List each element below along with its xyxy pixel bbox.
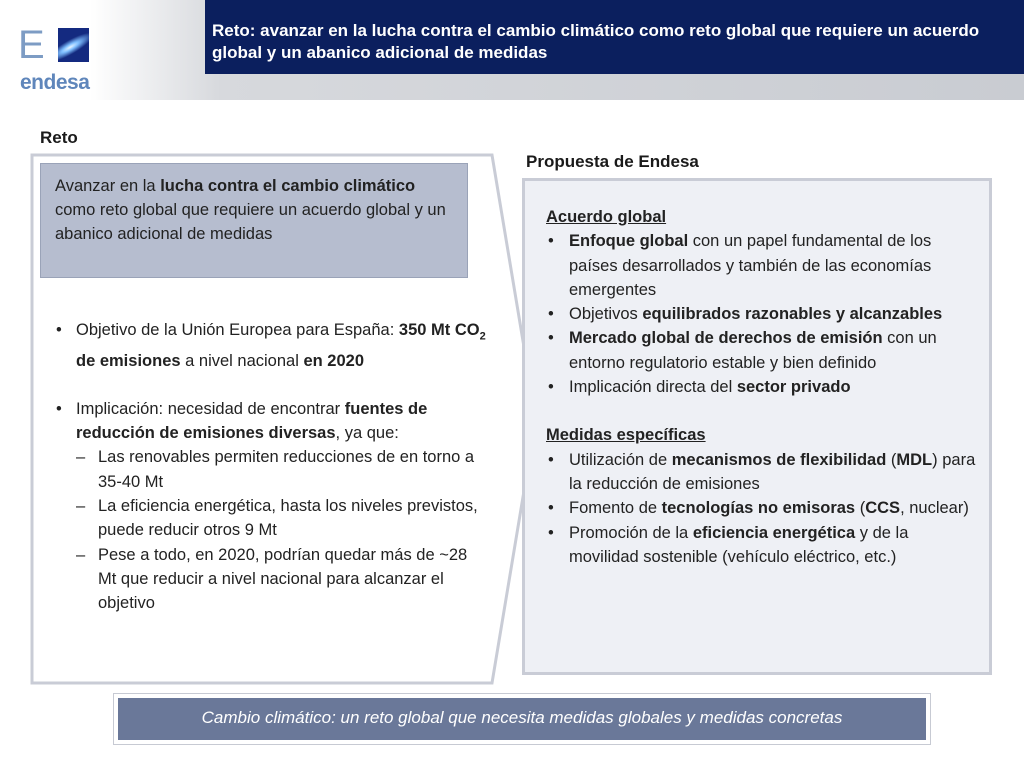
sub-list-item: – Las renovables permiten reducciones de en torno a 35-40 Mt [56,445,486,494]
propuesta-section-label: Propuesta de Endesa [526,152,699,171]
list-item: • Promoción de la eficiencia energética y de la movilidad sostenible (vehículo eléctrico, etc.) [546,521,976,570]
bullet-mark: • [548,450,554,469]
list-item: • Objetivos equilibrados razonables y alcanzables [546,302,976,326]
reto-section-label: Reto [40,128,78,147]
reto-summary-text: Avanzar en la lucha contra el cambio climático como reto global que requiere un acuerdo global y un abanico adicional de medidas [55,177,446,243]
list-item: • Implicación directa del sector privado [546,375,976,399]
medidas-heading: Medidas específicas [546,426,706,445]
reto-details-list [56,318,486,616]
list-item: • Fomento de tecnologías no emisoras (CCS, nuclear) [546,496,976,520]
reto-summary-box [40,163,468,278]
list-item: • Mercado global de derechos de emisión con un entorno regulatorio estable y bien definido [546,326,976,375]
sub-list-item: – La eficiencia energética, hasta los niveles previstos, puede reducir otros 9 Mt [56,494,486,543]
dash-mark: – [76,497,86,516]
logo-text: endesa [20,71,90,94]
list-item: • Implicación: necesidad de encontrar fuentes de reducción de emisiones diversas, ya que: [56,397,486,446]
acuerdo-heading: Acuerdo global [546,208,667,226]
logo-star-icon [58,28,89,62]
bullet-mark: • [548,232,554,251]
list-item: • Objetivo de la Unión Europea para España: 350 Mt $CO_2$ de emisiones a nivel nacional en 2020 [56,318,486,373]
dash-mark: – [76,545,86,564]
list-item: • Utilización de mecanismos de flexibilidad (MDL) para la reducción de emisiones [546,448,976,497]
bullet-mark: • [56,399,62,418]
list-item: • Enfoque global con un papel fundamental de los países desarrollados y también de las economías emergentes [546,229,976,302]
propuesta-content [546,205,976,569]
bullet-mark: • [548,305,554,324]
bullet-mark: • [56,321,62,339]
sub-list-item: – Pese a todo, en 2020, podrían quedar más de ~28 Mt que reducir a nivel nacional para alcanzar el objetivo [56,543,486,616]
dash-mark: – [76,448,86,467]
slide-title: Reto: avanzar en la lucha contra el cambio climático como reto global que requiere un acuerdo global y un abanico adicional de medidas [212,21,980,62]
slide-header [0,0,1024,100]
bullet-mark: • [548,499,554,518]
bullet-mark: • [548,329,554,348]
footer-text: Cambio climático: un reto global que necesita medidas globales y medidas concretas [201,708,843,727]
bullet-mark: • [548,378,554,397]
logo-letter: E [18,23,45,67]
endesa-logo [18,25,96,97]
bullet-mark: • [548,523,554,542]
